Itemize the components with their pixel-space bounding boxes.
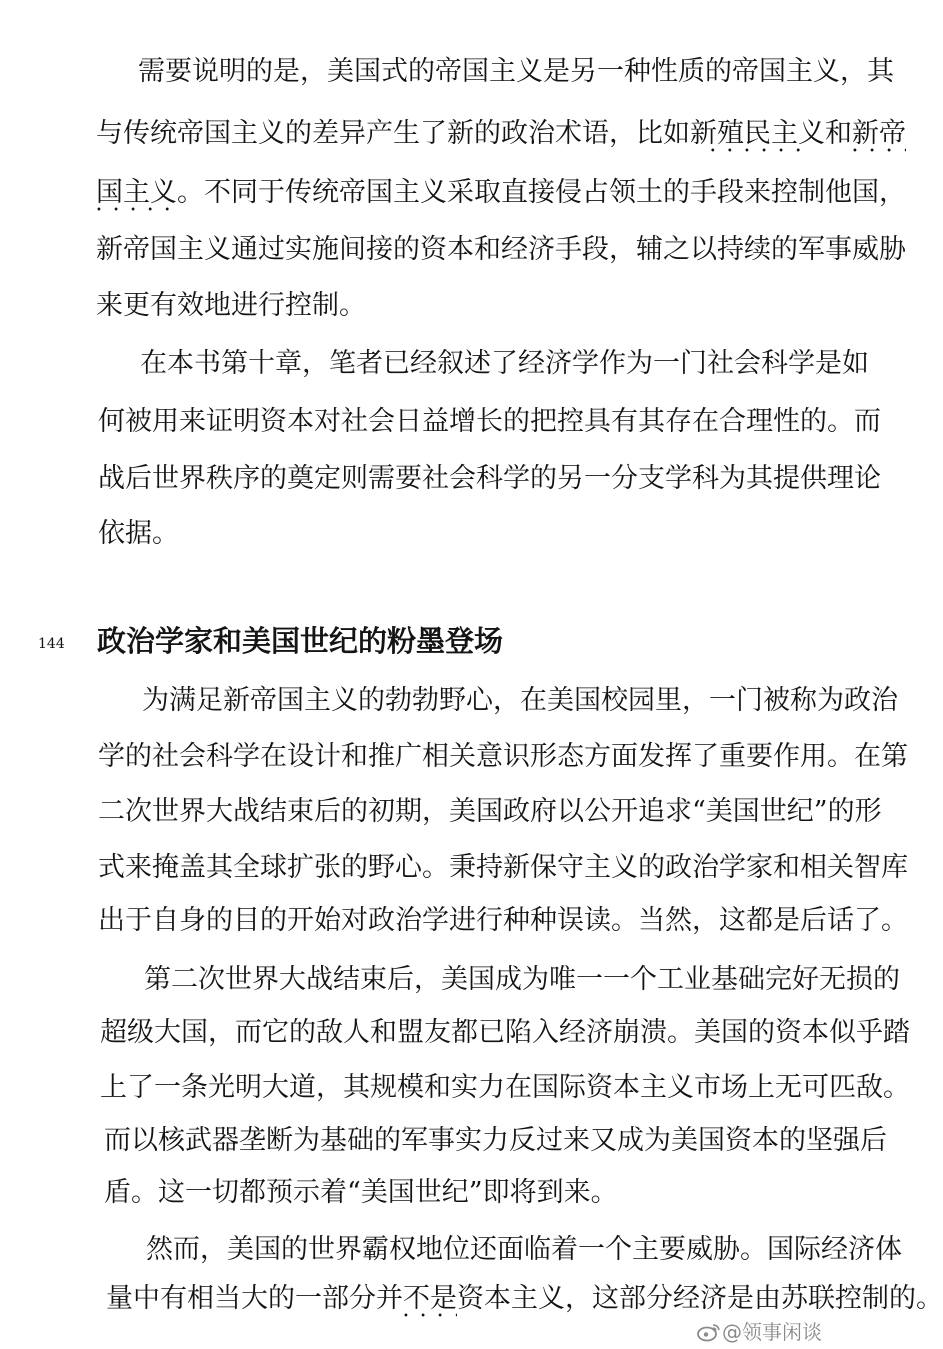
text-line: 盾。这一切都预示着“美国世纪”即将到来。 [104, 1177, 618, 1208]
text-line: 为满足新帝国主义的勃勃野心，在美国校园里，一门被称为政治 [142, 685, 898, 716]
watermark [696, 1316, 822, 1345]
text-line: 然而，美国的世界霸权地位还面临着一个主要威胁。国际经济体 [146, 1234, 902, 1265]
text-line: 国主义 • • •。不同于传统帝国主义采取直接侵占领土的手段来控制他国， [96, 176, 906, 210]
text-line: 量中有相当大的一部分并不是 • • •资本主义，这部分经济是由苏联控制的。 [106, 1282, 943, 1316]
text-line: 与传统帝国主义的差异产生了新的政治术语，比如新殖民主义 • • •和新帝 • • • [96, 117, 906, 151]
text-line: 上了一条光明大道，其规模和实力在国际资本主义市场上无可匹敌。 [100, 1072, 910, 1103]
text-line: 何被用来证明资本对社会日益增长的把控具有其存在合理性的。而 [98, 406, 881, 437]
text-line: 式来掩盖其全球扩张的野心。秉持新保守主义的政治学家和相关智库 [98, 852, 908, 883]
watermark-text: @领事闲谈 [722, 1320, 822, 1344]
page-number: 144 [38, 636, 65, 652]
text-line: 而以核武器垄断为基础的军事实力反过来又成为美国资本的坚强后 [104, 1125, 887, 1156]
text-line: 学的社会科学在设计和推广相关意识形态方面发挥了重要作用。在第 [98, 741, 908, 772]
text-line: 需要说明的是，美国式的帝国主义是另一种性质的帝国主义，其 [138, 56, 894, 87]
text-line: 超级大国，而它的敌人和盟友都已陷入经济崩溃。美国的资本似乎踏 [100, 1017, 910, 1048]
section-heading: 政治学家和美国世纪的粉墨登场 [97, 624, 504, 658]
emphasized-term: 新殖民主义 • • • [690, 117, 825, 151]
text-line: 新帝国主义通过实施间接的资本和经济手段，辅之以持续的军事威胁 [96, 234, 906, 265]
emphasized-term: 国主义 • • • [96, 176, 177, 210]
text-line: 来更有效地进行控制。 [96, 290, 366, 321]
text-line: 战后世界秩序的奠定则需要社会科学的另一分支学科为其提供理论 [98, 463, 881, 494]
text-line: 出于自身的目的开始对政治学进行种种误读。当然，这都是后话了。 [98, 905, 908, 936]
text-line: 在本书第十章，笔者已经叙述了经济学作为一门社会科学是如 [140, 348, 869, 379]
emphasized-term: 不是 • • • [403, 1282, 457, 1316]
weibo-icon [696, 1322, 722, 1342]
text-line: 第二次世界大战结束后，美国成为唯一一个工业基础完好无损的 [144, 964, 900, 995]
text-line: 依据。 [98, 518, 179, 549]
emphasized-term: 新帝 • • • [852, 117, 906, 151]
text-line: 二次世界大战结束后的初期，美国政府以公开追求“美国世纪”的形 [98, 796, 882, 827]
